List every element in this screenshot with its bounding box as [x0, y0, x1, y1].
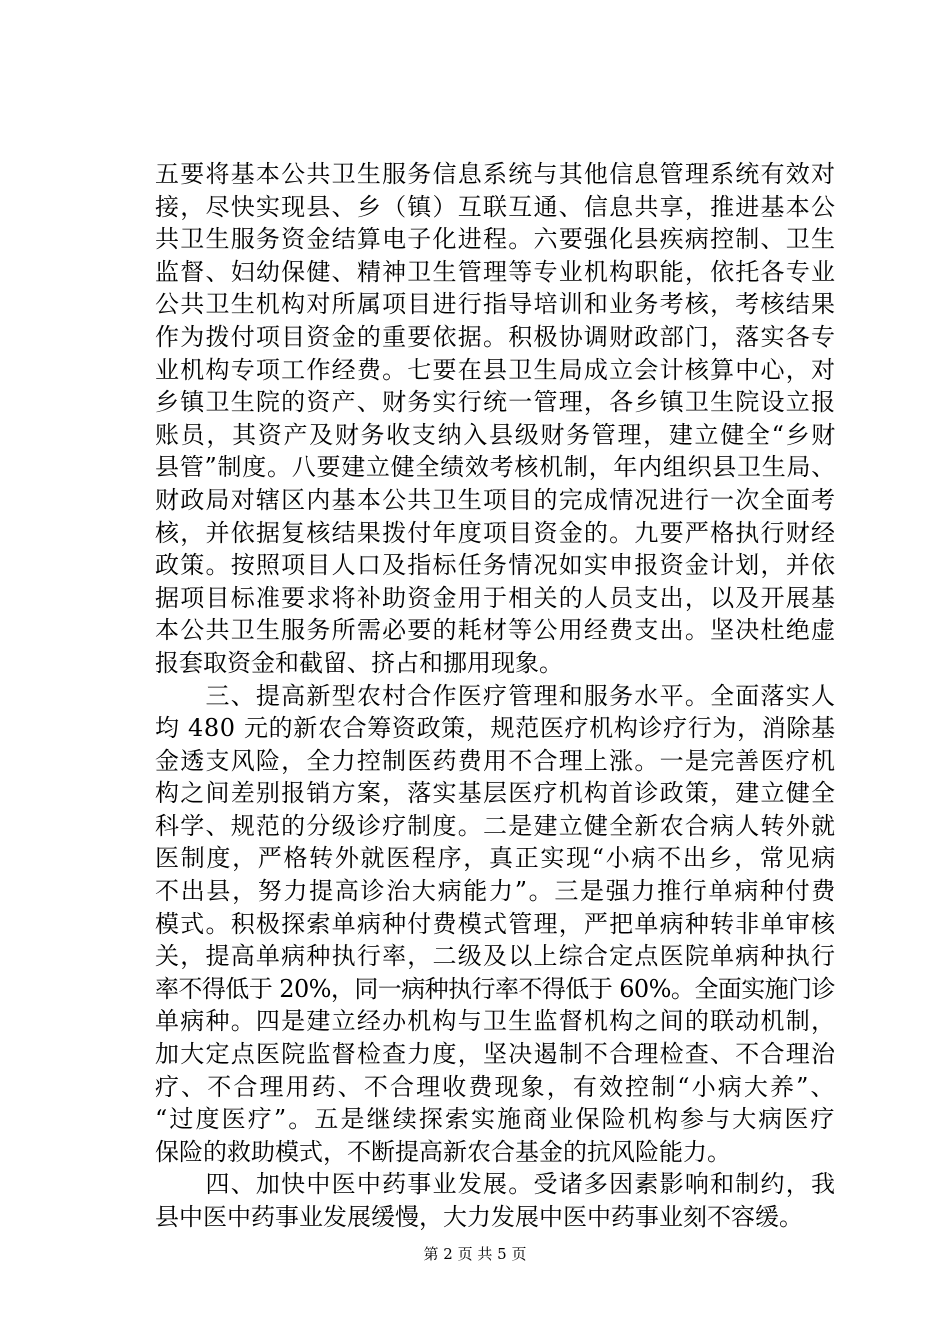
text-line: 共卫生服务资金结算电子化进程。六要强化县疾病控制、卫生: [155, 225, 837, 254]
text-line: 作为拨付项目资金的重要依据。积极协调财政部门，落实各专: [155, 322, 837, 351]
text-line: 财政局对辖区内基本公共卫生项目的完成情况进行一次全面考: [155, 485, 837, 514]
text-line: 接，尽快实现县、乡（镇）互联互通、信息共享，推进基本公: [155, 192, 837, 221]
page-number: 第 2 页 共 5 页: [423, 1245, 527, 1263]
text-line: 核，并依据复核结果拨付年度项目资金的。九要严格执行财经: [155, 518, 837, 547]
text-line: 据项目标准要求将补助资金用于相关的人员支出，以及开展基: [155, 583, 837, 612]
text-line: 乡镇卫生院的资产、财务实行统一管理，各乡镇卫生院设立报: [155, 388, 837, 417]
body-text: [155, 158, 835, 1234]
text-line: 疗、不合理用药、不合理收费现象，有效控制“小病大养”、: [155, 1072, 837, 1101]
text-line: 单病种。四是建立经办机构与卫生监督机构之间的联动机制，: [155, 1007, 837, 1036]
text-line: 模式。积极探索单病种付费模式管理，严把单病种转非单审核: [155, 909, 837, 938]
text-line: 账员，其资产及财务收支纳入县级财务管理，建立健全“乡财: [155, 420, 837, 449]
text-line: 均 480 元的新农合筹资政策，规范医疗机构诊疗行为，消除基: [155, 714, 836, 743]
text-line: 县管”制度。八要建立健全绩效考核机制，年内组织县卫生局、: [155, 453, 837, 482]
text-line: 政策。按照项目人口及指标任务情况如实申报资金计划，并依: [155, 551, 837, 580]
text-line: 业机构专项工作经费。七要在县卫生局成立会计核算中心，对: [155, 355, 837, 384]
text-line: 构之间差别报销方案，落实基层医疗机构首诊政策，建立健全: [155, 779, 837, 808]
text-line: 不出县，努力提高诊治大病能力”。三是强力推行单病种付费: [155, 877, 837, 906]
text-line: 加大定点医院监督检查力度，坚决遏制不合理检查、不合理治: [155, 1040, 837, 1069]
text-line: 医制度，严格转外就医程序，真正实现“小病不出乡，常见病: [155, 844, 837, 873]
text-line: 监督、妇幼保健、精神卫生管理等专业机构职能，依托各专业: [155, 257, 837, 286]
text-line: 五要将基本公共卫生服务信息系统与其他信息管理系统有效对: [155, 160, 837, 188]
text-line: 县中医中药事业发展缓慢，大力发展中医中药事业刻不容缓。: [155, 1203, 803, 1231]
text-line: 四、加快中医中药事业发展。受诸多因素影响和制约，我: [155, 1170, 837, 1199]
text-line: 关，提高单病种执行率，二级及以上综合定点医院单病种执行: [155, 942, 837, 971]
text-line: 金透支风险，全力控制医药费用不合理上涨。一是完善医疗机: [155, 746, 837, 775]
text-line: 本公共卫生服务所需必要的耗材等公用经费支出。坚决杜绝虚: [155, 616, 837, 645]
text-line: 报套取资金和截留、挤占和挪用现象。: [155, 648, 563, 677]
text-line: 率不得低于 20%，同一病种执行率不得低于 60%。全面实施门诊: [155, 974, 835, 1003]
text-line: 公共卫生机构对所属项目进行指导培训和业务考核，考核结果: [155, 290, 837, 319]
text-line: “过度医疗”。五是继续探索实施商业保险机构参与大病医疗: [155, 1105, 837, 1134]
text-line: 保险的救助模式，不断提高新农合基金的抗风险能力。: [155, 1137, 731, 1166]
text-line: 科学、规范的分级诊疗制度。二是建立健全新农合病人转外就: [155, 811, 837, 840]
text-line: 三、提高新型农村合作医疗管理和服务水平。全面落实人: [155, 681, 837, 710]
